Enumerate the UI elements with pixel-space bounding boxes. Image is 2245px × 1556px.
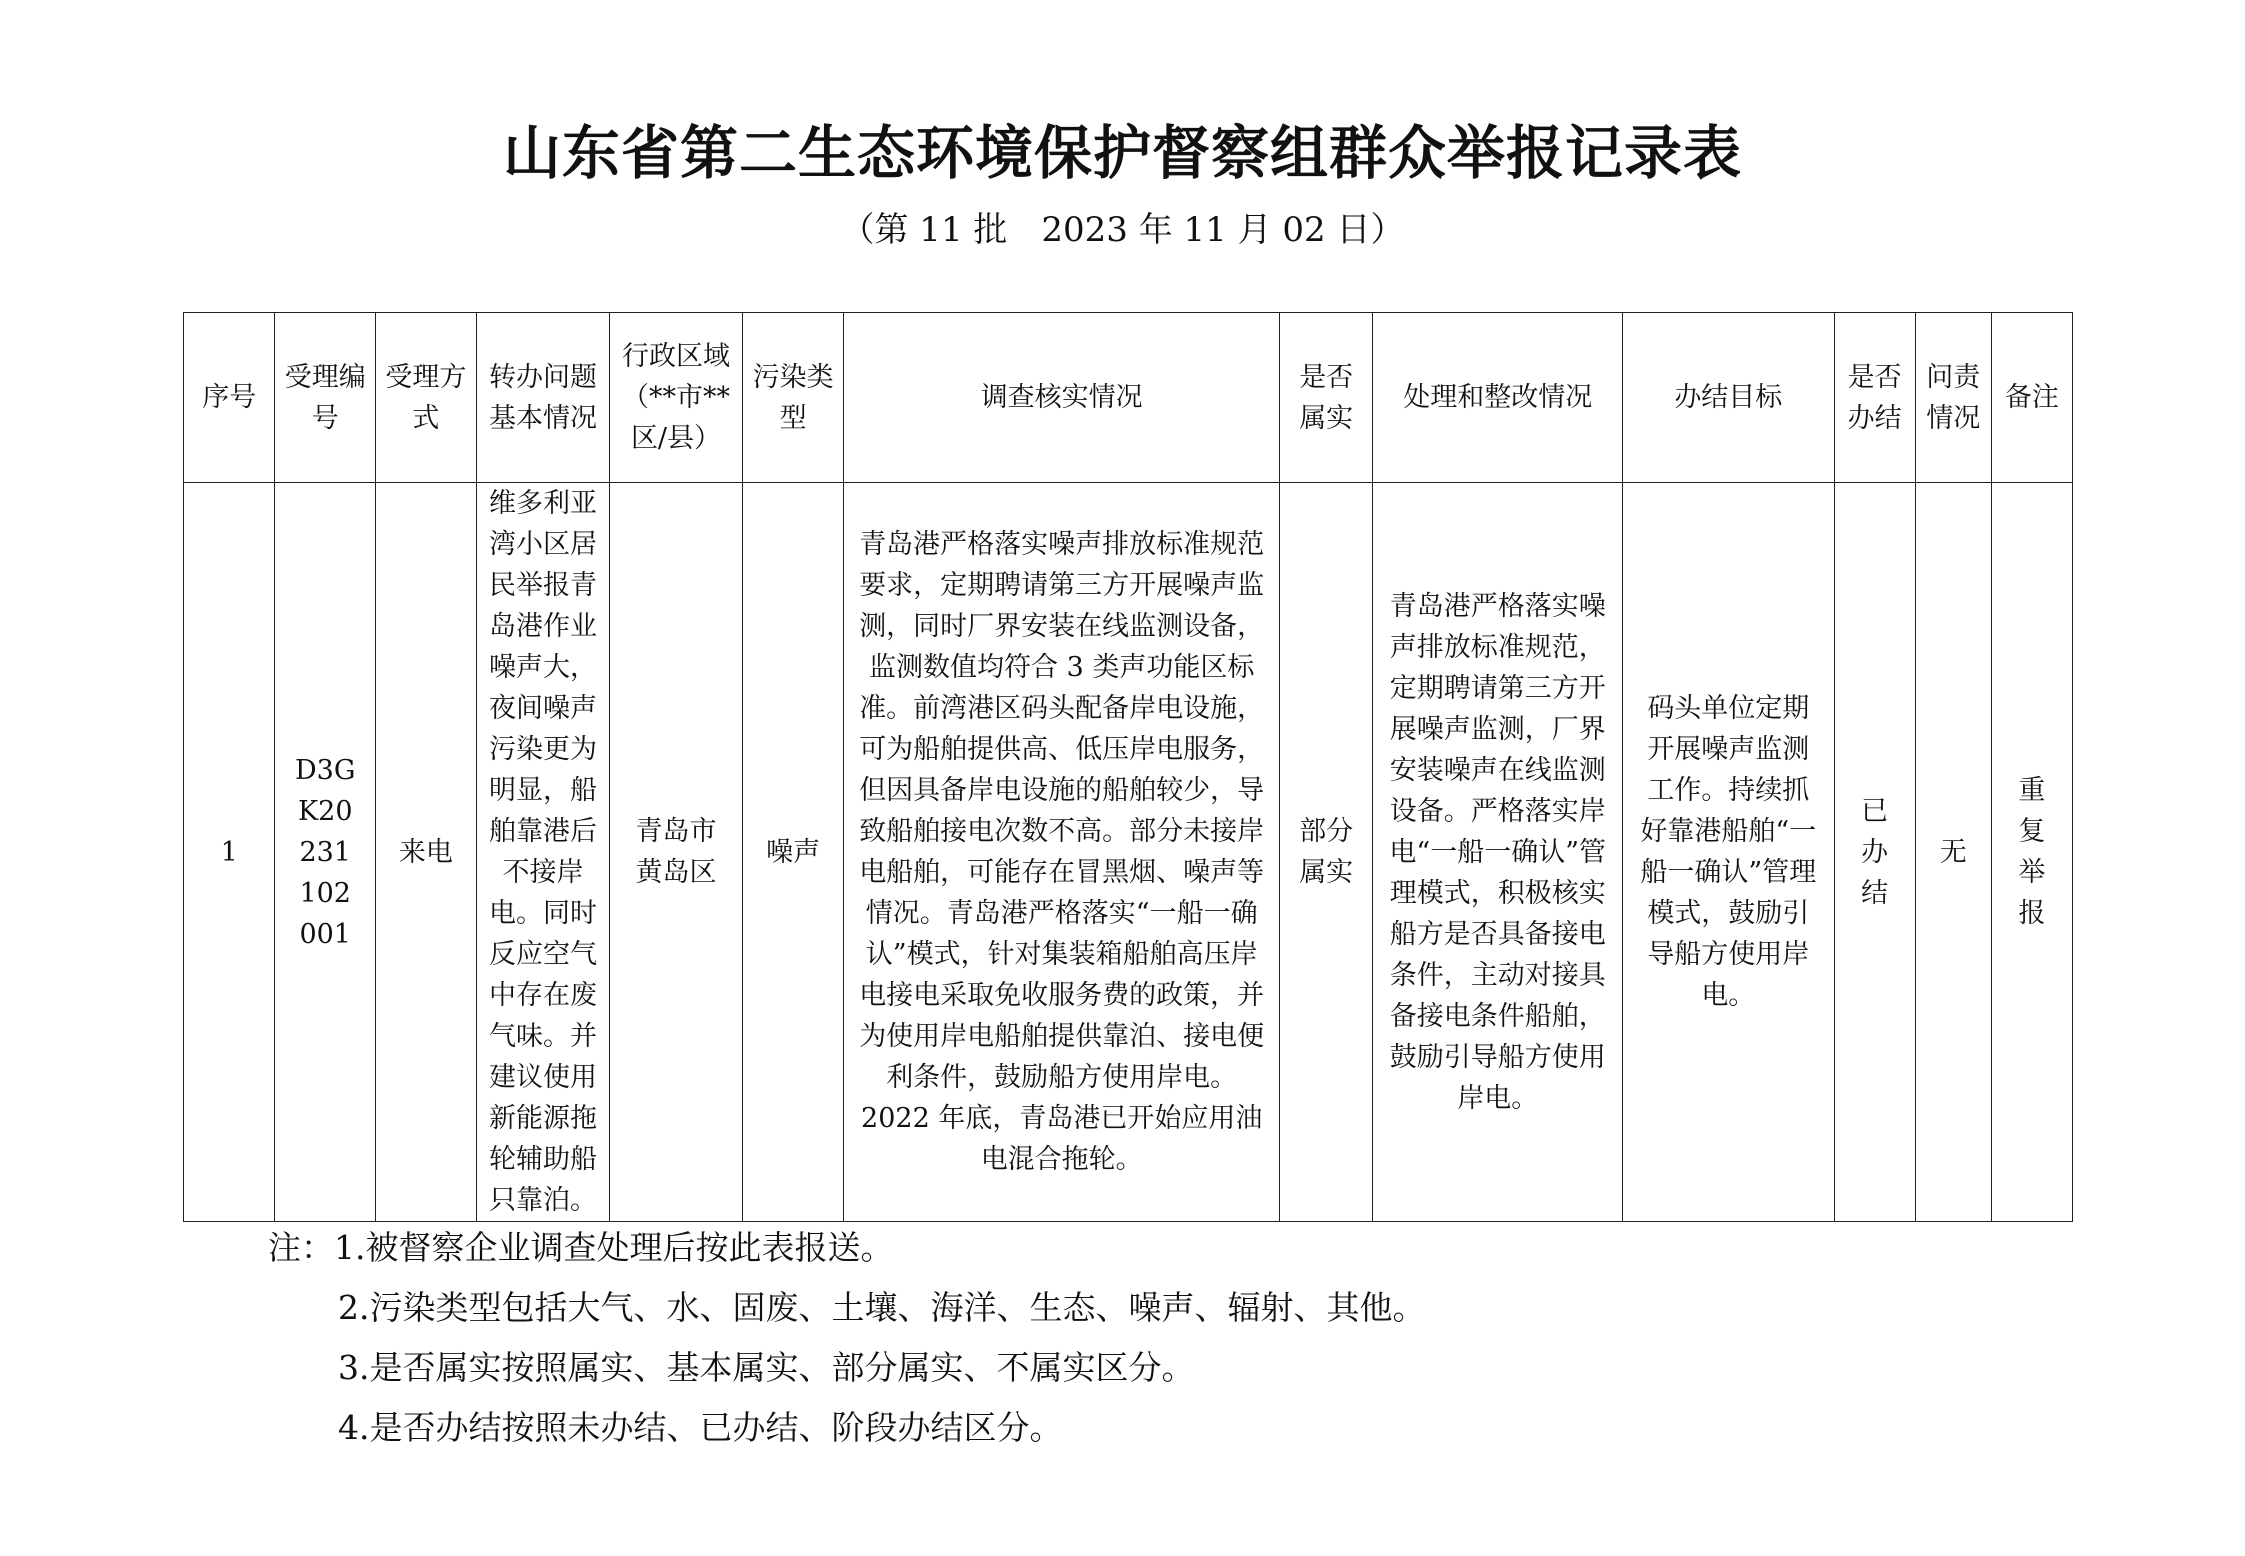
cell-investigation: 青岛港严格落实噪声排放标准规范要求，定期聘请第三方开展噪声监测，同时厂界安装在线监测设备，监测数值均符合 3 类声功能区标准。前湾港区码头配备岸电设施，可为船舶提供高、低压岸电服务，但因具备岸电设施的船舶较少，导致船舶接电次数不高。部分未接岸电船舶，可能存在冒黑烟、噪声等情况。青岛港严格落实“一船一确认”模式，针对集装箱船舶高压岸电接电采取免收服务费的政策，并为使用岸电船舶提供靠泊、接电便利条件，鼓励船方使用岸电。2022 年底，青岛港已开始应用油电混合拖轮。 [844, 483, 1280, 1222]
page-title: 山东省第二生态环境保护督察组群众举报记录表 [502, 119, 1742, 187]
cell-region: 青岛市黄岛区 [610, 483, 743, 1222]
cell-handling: 青岛港严格落实噪声排放标准规范，定期聘请第三方开展噪声监测，厂界安装噪声在线监测设备。严格落实岸电“一船一确认”管理模式，积极核实船方是否具备接电条件，主动对接具备接电条件船舶，鼓励引导船方使用岸电。 [1373, 483, 1623, 1222]
cell-issue: 维多利亚湾小区居民举报青岛港作业噪声大，夜间噪声污染更为明显，船舶靠港后不接岸电。同时反应空气中存在废气味。并建议使用新能源拖轮辅助船只靠泊。 [476, 483, 610, 1222]
table-header-row [184, 313, 2073, 483]
report-record-table [183, 312, 2073, 1222]
note-2: 2.污染类型包括大气、水、固废、土壤、海洋、生态、噪声、辐射、其他。 [338, 1288, 1426, 1327]
header-issue: 转办问题基本情况 [476, 313, 610, 483]
header-closed: 是否办结 [1834, 313, 1915, 483]
cell-target: 码头单位定期开展噪声监测工作。持续抓好靠港船舶“一船一确认”管理模式，鼓励引导船方使用岸电。 [1623, 483, 1835, 1222]
cell-pollution: 噪声 [742, 483, 844, 1222]
note-1: 注：1.被督察企业调查处理后按此表报送。 [268, 1228, 894, 1267]
cell-seq: 1 [184, 483, 275, 1222]
table-row [184, 483, 2073, 1222]
header-accountability: 问责情况 [1915, 313, 1991, 483]
header-handling: 处理和整改情况 [1373, 313, 1623, 483]
cell-remark: 重复举报 [1991, 483, 2072, 1222]
header-verified: 是否属实 [1279, 313, 1372, 483]
cell-verified: 部分属实 [1279, 483, 1372, 1222]
header-accept-no: 受理编号 [275, 313, 376, 483]
cell-accept-method: 来电 [376, 483, 477, 1222]
header-pollution: 污染类型 [742, 313, 844, 483]
batch-date-subtitle: （第 11 批 2023 年 11 月 02 日） [840, 210, 1405, 250]
header-region: 行政区域（**市**区/县） [610, 313, 743, 483]
header-target: 办结目标 [1623, 313, 1835, 483]
cell-accept-no: D3GK20231102001 [275, 483, 376, 1222]
header-investigation: 调查核实情况 [844, 313, 1280, 483]
header-accept-method: 受理方式 [376, 313, 477, 483]
cell-closed: 已办结 [1834, 483, 1915, 1222]
note-4: 4.是否办结按照未办结、已办结、阶段办结区分。 [338, 1408, 1063, 1447]
header-remark: 备注 [1991, 313, 2072, 483]
cell-accountability: 无 [1915, 483, 1991, 1222]
notes-section [268, 1218, 1426, 1458]
header-seq: 序号 [184, 313, 275, 483]
note-3: 3.是否属实按照属实、基本属实、部分属实、不属实区分。 [338, 1348, 1195, 1387]
